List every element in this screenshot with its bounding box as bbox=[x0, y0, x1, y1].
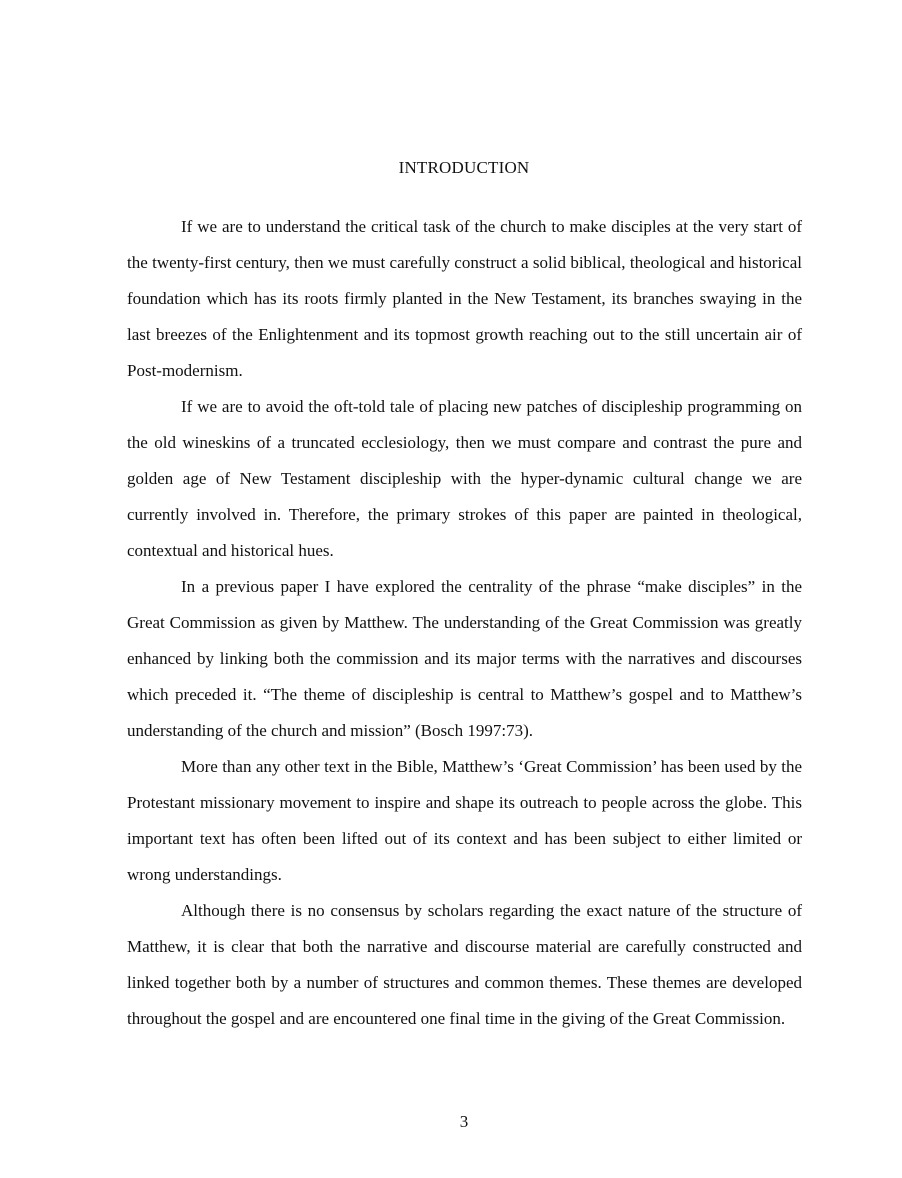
body-text bbox=[127, 209, 802, 1037]
paragraph: Although there is no consensus by scholars regarding the exact nature of the structure of Matthew, it is clear that both the narrative and discourse material are carefully constructed and linked together both by a number of structures and common themes. These themes are developed throughout the gospel and are encountered one final time in the giving of the Great Commission. bbox=[127, 901, 802, 1028]
paragraph: If we are to avoid the oft-told tale of placing new patches of discipleship programming on the old wineskins of a truncated ecclesiology, then we must compare and contrast the pure and golden age of New Testament discipleship with the hyper-dynamic cultural change we are currently involved in. Therefore, the primary strokes of this paper are painted in theological, contextual and historical hues. bbox=[127, 397, 802, 560]
paragraph: In a previous paper I have explored the centrality of the phrase “make disciples” in the Great Commission as given by Matthew. The understanding of the Great Commission was greatly enhanced by linking both the commission and its major terms with the narratives and discourses which preceded it. “The theme of discipleship is central to Matthew’s gospel and to Matthew’s understanding of the church and mission” (Bosch 1997:73). bbox=[127, 577, 802, 740]
paragraph: More than any other text in the Bible, Matthew’s ‘Great Commission’ has been used by the Protestant missionary movement to inspire and shape its outreach to people across the globe. This important text has often been lifted out of its context and has been subject to either limited or wrong understandings. bbox=[127, 757, 802, 884]
page-number: 3 bbox=[459, 1112, 469, 1131]
paragraph: If we are to understand the critical task of the church to make disciples at the very start of the twenty-first century, then we must carefully construct a solid biblical, theological and historical foundation which has its roots firmly planted in the New Testament, its branches swaying in the last breezes of the Enlightenment and its topmost growth reaching out to the still uncertain air of Post-modernism. bbox=[127, 217, 802, 380]
section-heading: INTRODUCTION bbox=[398, 158, 530, 177]
